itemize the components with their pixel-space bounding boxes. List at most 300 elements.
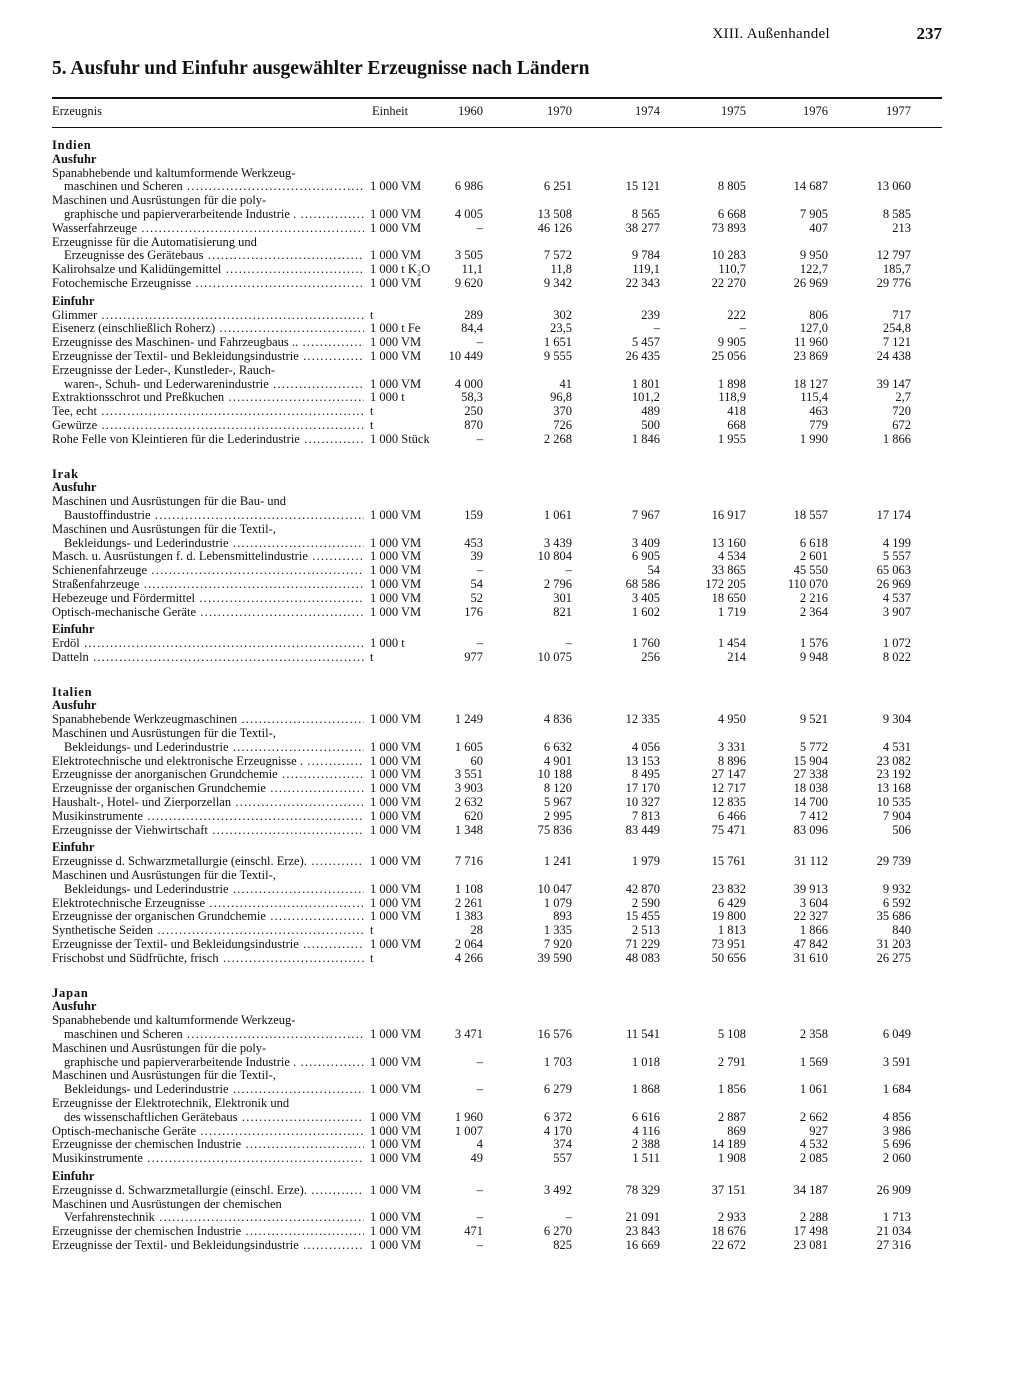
value-cell-1974: 83 449 [625,822,660,837]
unit-cell: 1 000 VM [370,507,422,522]
value-cell-1974: 1 979 [631,854,660,869]
value-cell-1975: 22 672 [711,1237,746,1252]
table-row [0,578,1024,592]
value-cell-1970: 370 [553,404,572,419]
value-cell-1970: 2 268 [543,431,572,446]
value-cell-1960: – [476,1054,483,1069]
value-cell-1970: 2 995 [543,808,572,823]
value-cell-1976: 127,0 [799,321,828,336]
product-label-continued [0,1042,1024,1056]
unit-cell: 1 000 VM [370,1109,422,1124]
unit-cell: 1 000 VM [370,179,422,194]
value-cell-1970: 16 576 [537,1027,572,1042]
unit-cell: 1 000 VM [370,909,422,924]
table-row [0,391,1024,405]
value-cell-1975: 37 151 [711,1182,746,1197]
value-cell-1977: 6 049 [882,1027,911,1042]
product-name: Extraktionsschrot und Preßkuchen ..... [52,391,364,405]
value-cell-1974: 15 121 [625,179,660,194]
trade-direction-row [0,481,1024,495]
table-row [0,433,1024,447]
value-cell-1975: 13 160 [711,535,746,550]
value-cell-1970: 2 796 [543,576,572,591]
value-cell-1970: 23,5 [550,321,572,336]
unit-cell: 1 000 VM [370,376,422,391]
unit-cell: 1 000 VM [370,335,422,350]
product-label-continued [0,1097,1024,1111]
value-cell-1960: – [476,1182,483,1197]
value-cell-1977: 31 203 [876,937,911,952]
value-cell-1975: 15 761 [711,854,746,869]
table-row [0,952,1024,966]
product-label-continued [0,167,1024,181]
value-cell-1977: 35 686 [876,909,911,924]
value-cell-1960: 176 [464,604,483,619]
value-cell-1974: 54 [647,563,660,578]
value-cell-1970: 9 342 [543,275,572,290]
value-cell-1976: 1 866 [799,923,828,938]
value-cell-1960: 58,3 [461,390,483,405]
unit-cell: 1 000 VM [370,795,422,810]
value-cell-1974: 256 [641,649,660,664]
product-name: Erzeugnisse der Textil- und Bekleidungsindustrie ..... [52,1239,364,1253]
value-cell-1960: 3 505 [454,248,483,263]
product-name: Musikinstrumente ..... [52,1152,364,1166]
column-header-product: Erzeugnis [52,104,102,118]
product-name: Erzeugnisse der chemischen Industrie ..... [52,1225,364,1239]
value-cell-1970: 301 [553,590,572,605]
value-cell-1976: 9 950 [799,248,828,263]
column-header-year: 1970 [547,104,572,118]
value-cell-1976: 9 948 [799,649,828,664]
product-name: Erzeugnisse der organischen Grundchemie ..... [52,782,364,796]
value-cell-1974: 239 [641,307,660,322]
unit-cell: 1 000 VM [370,808,422,823]
value-cell-1976: 115,4 [800,390,828,405]
unit-cell: t [370,307,374,322]
product-name-part: Maschinen und Ausrüstungen für die Bau- und [52,494,286,509]
value-cell-1977: 5 557 [882,549,911,564]
product-name: Bekleidungs- und Lederindustrie ..... [64,537,364,551]
unit-cell: 1 000 t [370,390,405,405]
value-cell-1976: 927 [809,1123,828,1138]
value-cell-1977: 3 907 [882,604,911,619]
value-cell-1970: 726 [553,417,572,432]
unit-cell: 1 000 VM [370,549,422,564]
value-cell-1977: 7 121 [882,335,911,350]
unit-cell: 1 000 VM [370,604,422,619]
value-cell-1960: 2 632 [454,795,483,810]
trade-direction-row [0,295,1024,309]
value-cell-1974: 6 616 [631,1109,660,1124]
value-cell-1977: 29 739 [876,854,911,869]
trade-direction: Einfuhr [52,840,95,855]
value-cell-1977: 24 438 [876,348,911,363]
value-cell-1974: 2 590 [631,895,660,910]
product-name: Erzeugnisse der chemischen Industrie ..... [52,1138,364,1152]
value-cell-1976: 45 550 [793,563,828,578]
value-cell-1970: 1 335 [543,923,572,938]
value-cell-1960: 620 [464,808,483,823]
product-name: Bekleidungs- und Lederindustrie ..... [64,883,364,897]
value-cell-1975: 118,9 [718,390,746,405]
product-name: Verfahrenstechnik ..... [64,1211,364,1225]
value-cell-1977: 185,7 [882,262,911,277]
unit-cell: 1 000 VM [370,1151,422,1166]
trade-direction: Ausfuhr [52,698,97,713]
value-cell-1976: 23 081 [793,1237,828,1252]
unit-cell: 1 000 t Fe [370,321,421,336]
value-cell-1960: 3 551 [454,767,483,782]
value-cell-1974: 1 868 [631,1082,660,1097]
table-row [0,222,1024,236]
value-cell-1975: 4 534 [717,549,746,564]
trade-direction: Ausfuhr [52,999,97,1014]
value-cell-1975: 1 955 [717,431,746,446]
value-cell-1976: 122,7 [799,262,828,277]
column-header-year: 1977 [886,104,911,118]
value-cell-1960: – [476,563,483,578]
product-name: Erzeugnisse der Textil- und Bekleidungsindustrie ..... [52,350,364,364]
value-cell-1975: 214 [727,649,746,664]
table-row [0,824,1024,838]
value-cell-1960: 4 266 [454,950,483,965]
value-cell-1976: 2 085 [799,1151,828,1166]
country-heading-row [0,468,1024,482]
product-name: Wasserfahrzeuge ..... [52,222,364,236]
value-cell-1970: 11,8 [550,262,572,277]
unit-cell: 1 000 VM [370,937,422,952]
value-cell-1977: 9 932 [882,881,911,896]
value-cell-1976: 34 187 [793,1182,828,1197]
unit-cell: t [370,649,374,664]
value-cell-1977: 7 904 [882,808,911,823]
value-cell-1974: 1 511 [632,1151,660,1166]
product-name: Datteln ..... [52,651,364,665]
value-cell-1970: 6 270 [543,1224,572,1239]
product-name-part: Maschinen und Ausrüstungen für die poly- [52,1040,267,1055]
value-cell-1960: 60 [470,753,483,768]
value-cell-1970: 6 632 [543,739,572,754]
value-cell-1977: 720 [892,404,911,419]
value-cell-1976: 2 288 [799,1210,828,1225]
table-row [0,910,1024,924]
value-cell-1977: 21 034 [876,1224,911,1239]
value-cell-1970: 302 [553,307,572,322]
value-cell-1960: 4 000 [454,376,483,391]
value-cell-1975: 73 951 [711,937,746,952]
unit-cell: 1 000 VM [370,535,422,550]
product-label-continued [0,194,1024,208]
value-cell-1960: 6 986 [454,179,483,194]
value-cell-1977: 4 199 [882,535,911,550]
product-name: Rohe Felle von Kleintieren für die Lederindustrie ..... [52,433,364,447]
product-label-continued [0,869,1024,883]
table-row [0,1138,1024,1152]
value-cell-1976: 7 905 [799,206,828,221]
value-cell-1974: 22 343 [625,275,660,290]
product-name-part: Maschinen und Ausrüstungen für die Textil-, [52,868,276,883]
value-cell-1974: 26 435 [625,348,660,363]
value-cell-1960: – [476,636,483,651]
country-heading-row [0,987,1024,1001]
value-cell-1976: 23 869 [793,348,828,363]
value-cell-1970: 4 170 [543,1123,572,1138]
value-cell-1977: 717 [892,307,911,322]
product-name: maschinen und Scheren ..... [64,180,364,194]
value-cell-1960: 250 [464,404,483,419]
value-cell-1975: 27 147 [711,767,746,782]
product-label-continued [0,364,1024,378]
value-cell-1975: 2 933 [717,1210,746,1225]
column-header-year: 1976 [803,104,828,118]
unit-cell: 1 000 Stück [370,431,430,446]
value-cell-1960: 3 471 [454,1027,483,1042]
unit-cell: t [370,404,374,419]
table-row [0,336,1024,350]
value-cell-1974: 68 586 [625,576,660,591]
product-label-continued [0,1014,1024,1028]
value-cell-1975: 50 656 [711,950,746,965]
table-header [0,104,1024,122]
value-cell-1974: 71 229 [625,937,660,952]
value-cell-1974: 11 541 [626,1027,660,1042]
value-cell-1975: 110,7 [718,262,746,277]
table-row [0,1211,1024,1225]
product-name: Schienenfahrzeuge ..... [52,564,364,578]
product-name: Erzeugnisse d. Schwarzmetallurgie (einschl. Erze). ..... [52,1184,364,1198]
value-cell-1974: 500 [641,417,660,432]
value-cell-1976: 2 364 [799,604,828,619]
value-cell-1977: 1 072 [882,636,911,651]
product-name: Optisch-mechanische Geräte ..... [52,606,364,620]
table-row [0,810,1024,824]
value-cell-1977: 4 531 [882,739,911,754]
value-cell-1976: 17 498 [793,1224,828,1239]
value-cell-1975: 172 205 [705,576,746,591]
value-cell-1975: 73 893 [711,220,746,235]
product-name: Erzeugnisse der organischen Grundchemie ..... [52,910,364,924]
value-cell-1976: 14 687 [793,179,828,194]
value-cell-1977: 2,7 [895,390,911,405]
value-cell-1976: 407 [809,220,828,235]
table-row [0,509,1024,523]
unit-cell: 1 000 VM [370,220,422,235]
unit-cell: 1 000 VM [370,1182,422,1197]
value-cell-1974: 1 018 [631,1054,660,1069]
value-cell-1970: 1 651 [543,335,572,350]
value-cell-1970: 6 251 [543,179,572,194]
value-cell-1975: 2 887 [717,1109,746,1124]
unit-cell: 1 000 VM [370,1054,422,1069]
column-header-year: 1974 [635,104,660,118]
column-header-year: 1975 [721,104,746,118]
value-cell-1960: 84,4 [461,321,483,336]
value-cell-1970: 5 967 [543,795,572,810]
value-cell-1976: 779 [809,417,828,432]
country-heading-row [0,686,1024,700]
value-cell-1970: 821 [553,604,572,619]
unit-cell: 1 000 t K₂O [370,262,431,277]
value-cell-1975: 8 805 [717,179,746,194]
product-name: Musikinstrumente ..... [52,810,364,824]
value-cell-1975: 6 466 [717,808,746,823]
product-name: Bekleidungs- und Lederindustrie ..... [64,1083,364,1097]
value-cell-1970: 96,8 [550,390,572,405]
value-cell-1974: 4 056 [631,739,660,754]
product-name: Fotochemische Erzeugnisse ..... [52,277,364,291]
value-cell-1974: 10 327 [625,795,660,810]
table-header-rule [52,127,942,128]
value-cell-1974: 7 967 [631,507,660,522]
value-cell-1976: 806 [809,307,828,322]
value-cell-1974: 3 405 [631,590,660,605]
value-cell-1976: 27 338 [793,767,828,782]
product-name: Kalirohsalze und Kalidüngemittel ..... [52,263,364,277]
unit-cell: 1 000 VM [370,739,422,754]
value-cell-1977: 4 537 [882,590,911,605]
value-cell-1974: 8 495 [631,767,660,782]
unit-cell: t [370,923,374,938]
value-cell-1975: 8 896 [717,753,746,768]
table-row [0,768,1024,782]
value-cell-1974: 9 784 [631,248,660,263]
value-cell-1974: 1 602 [631,604,660,619]
value-cell-1970: 39 590 [537,950,572,965]
value-cell-1960: 39 [470,549,483,564]
value-cell-1960: 1 383 [454,909,483,924]
value-cell-1970: 7 572 [543,248,572,263]
value-cell-1975: 22 270 [711,275,746,290]
table-row [0,651,1024,665]
unit-cell: t [370,417,374,432]
table-row [0,755,1024,769]
table-row [0,309,1024,323]
product-name: des wissenschaftlichen Gerätebaus ..... [64,1111,364,1125]
value-cell-1976: 11 960 [794,335,828,350]
value-cell-1974: 42 870 [625,881,660,896]
product-name: Frischobst und Südfrüchte, frisch ..... [52,952,364,966]
table-row [0,855,1024,869]
unit-cell: 1 000 VM [370,563,422,578]
value-cell-1975: 1 908 [717,1151,746,1166]
value-cell-1970: 41 [559,376,572,391]
trade-direction: Ausfuhr [52,151,97,166]
product-label-continued [0,1069,1024,1083]
unit-cell: 1 000 VM [370,781,422,796]
product-name: Erdöl ..... [52,637,364,651]
unit-cell: 1 000 VM [370,275,422,290]
table-row [0,1083,1024,1097]
value-cell-1977: 12 797 [876,248,911,263]
table-top-rule [52,97,942,99]
value-cell-1977: 23 082 [876,753,911,768]
product-name: Elektrotechnische und elektronische Erzeugnisse . ..... [52,755,364,769]
value-cell-1975: 4 950 [717,712,746,727]
value-cell-1974: – [653,321,660,336]
value-cell-1960: 453 [464,535,483,550]
unit-cell: 1 000 VM [370,1210,422,1225]
unit-cell: 1 000 VM [370,590,422,605]
value-cell-1970: 10 075 [537,649,572,664]
product-name-part: Spanabhebende und kaltumformende Werkzeug- [52,165,296,180]
trade-direction-row [0,153,1024,167]
product-name-part: Maschinen und Ausrüstungen der chemischen [52,1196,282,1211]
table-row [0,263,1024,277]
table-row [0,1056,1024,1070]
table-row [0,883,1024,897]
value-cell-1974: 2 513 [631,923,660,938]
value-cell-1970: 3 492 [543,1182,572,1197]
value-cell-1977: 5 696 [882,1137,911,1152]
value-cell-1970: – [565,1210,572,1225]
product-label-continued [0,495,1024,509]
table-body [0,139,1024,1253]
table-row [0,208,1024,222]
product-name: Haushalt-, Hotel- und Zierporzellan ..... [52,796,364,810]
value-cell-1960: 1 007 [454,1123,483,1138]
value-cell-1976: 9 521 [799,712,828,727]
value-cell-1976: 39 913 [793,881,828,896]
value-cell-1976: 47 842 [793,937,828,952]
trade-direction-row [0,841,1024,855]
value-cell-1974: 7 813 [631,808,660,823]
page-number: 237 [916,24,942,43]
value-cell-1974: 4 116 [632,1123,660,1138]
value-cell-1960: – [476,335,483,350]
value-cell-1975: 1 813 [717,923,746,938]
product-name: Hebezeuge und Fördermittel ..... [52,592,364,606]
value-cell-1970: 374 [553,1137,572,1152]
value-cell-1960: 9 620 [454,275,483,290]
trade-direction: Einfuhr [52,622,95,637]
value-cell-1960: 289 [464,307,483,322]
value-cell-1977: 4 856 [882,1109,911,1124]
value-cell-1977: 26 969 [876,576,911,591]
value-cell-1975: 33 865 [711,563,746,578]
value-cell-1976: 2 358 [799,1027,828,1042]
value-cell-1977: 1 866 [882,431,911,446]
value-cell-1960: 1 605 [454,739,483,754]
value-cell-1974: 23 843 [625,1224,660,1239]
value-cell-1975: 18 676 [711,1224,746,1239]
value-cell-1960: 28 [470,923,483,938]
product-name: graphische und papierverarbeitende Industrie . ..... [64,1056,364,1070]
product-name: Elektrotechnische Erzeugnisse ..... [52,897,364,911]
value-cell-1977: 213 [892,220,911,235]
value-cell-1977: 2 060 [882,1151,911,1166]
value-cell-1976: 2 601 [799,549,828,564]
value-cell-1975: 1 856 [717,1082,746,1097]
table-row [0,796,1024,810]
section-spacer [0,665,1024,686]
value-cell-1975: 12 835 [711,795,746,810]
value-cell-1977: 39 147 [876,376,911,391]
product-name-part: Maschinen und Ausrüstungen für die Textil-, [52,1068,276,1083]
unit-cell: 1 000 VM [370,348,422,363]
table-row [0,897,1024,911]
value-cell-1970: 1 241 [543,854,572,869]
product-name: Erzeugnisse der Textil- und Bekleidungsindustrie ..... [52,938,364,952]
value-cell-1970: 4 836 [543,712,572,727]
value-cell-1970: 893 [553,909,572,924]
table-row [0,277,1024,291]
value-cell-1974: 6 905 [631,549,660,564]
value-cell-1976: 22 327 [793,909,828,924]
unit-cell: 1 000 VM [370,1123,422,1138]
table-row [0,550,1024,564]
value-cell-1976: 2 662 [799,1109,828,1124]
